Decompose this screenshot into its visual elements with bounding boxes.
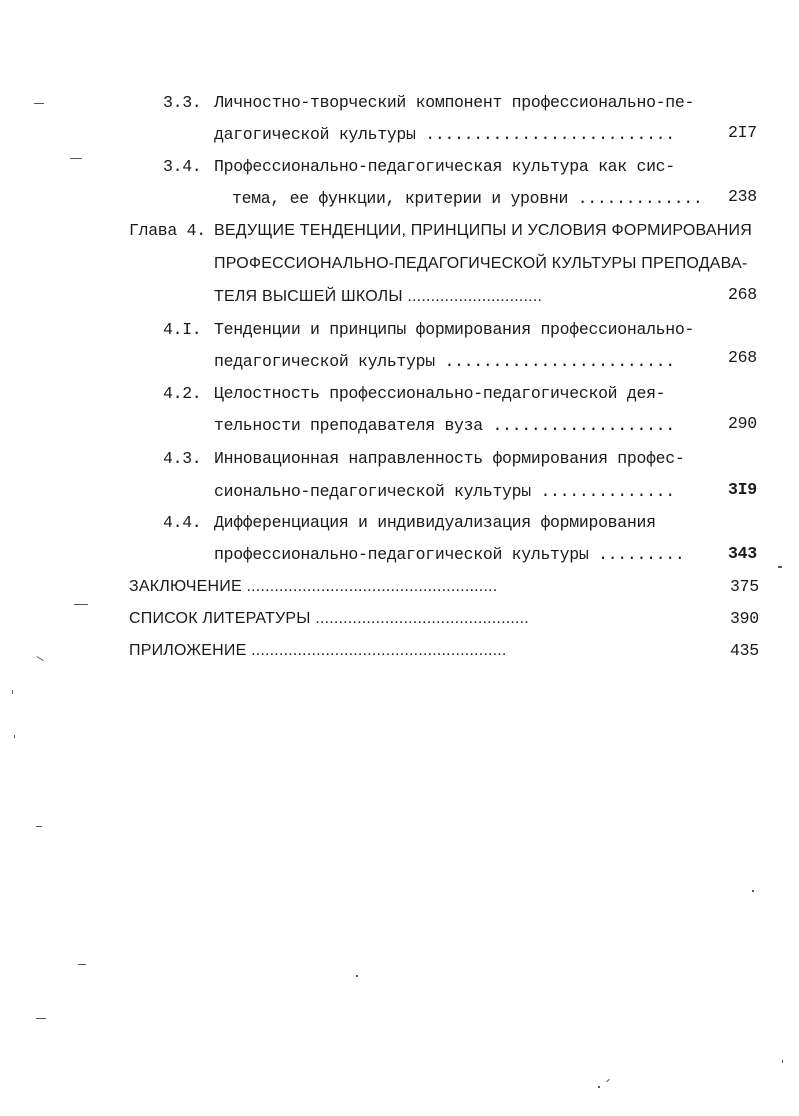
- entry-page-number: 268: [728, 348, 757, 367]
- entry-number: 3.4.: [163, 157, 202, 176]
- chapter-number: Глава 4.: [129, 221, 206, 240]
- entry-number: 3.3.: [163, 93, 202, 112]
- entry-page-number: 2I7: [728, 123, 757, 142]
- entry-page-number: 268: [728, 285, 757, 304]
- entry-number: 4.I.: [163, 320, 202, 339]
- entry-title-line-1: Профессионально-педагогическая культура как сис-: [214, 157, 675, 176]
- scan-speck: [778, 566, 782, 568]
- entry-title-line-1: Личностно-творческий компонент профессионально-пе-: [214, 93, 695, 112]
- entry-title-line-1: Инновационная направленность формирования профес-: [214, 449, 685, 468]
- entry-page-number: 3I9: [728, 480, 757, 499]
- entry-title: ЗАКЛЮЧЕНИЕ ......................................................: [129, 578, 498, 595]
- entry-page-number: 238: [728, 187, 757, 206]
- chapter-title-line-3: ТЕЛЯ ВЫСШЕЙ ШКОЛЫ .............................: [214, 288, 543, 305]
- entry-title-line-1: Дифференциация и индивидуализация формирования: [214, 513, 656, 532]
- entry-title-line-1: Тенденции и принципы формирования профессионально-: [214, 320, 695, 339]
- scan-speck: [78, 964, 86, 965]
- scan-speck: [34, 103, 44, 104]
- entry-page-number: 435: [730, 641, 759, 660]
- entry-title-line-2: тема, ее функции, критерии и уровни .............: [232, 189, 703, 208]
- scan-speck: [782, 1060, 783, 1063]
- entry-page-number: 375: [730, 577, 759, 596]
- entry-title-line-2: тельности преподавателя вуза ...................: [214, 416, 675, 435]
- scan-speck: [14, 735, 15, 738]
- entry-title-line-2: профессионально-педагогической культуры .........: [214, 545, 685, 564]
- entry-title-line-2: дагогической культуры ..........................: [214, 125, 675, 144]
- entry-number: 4.4.: [163, 513, 202, 532]
- entry-title: ПРИЛОЖЕНИЕ .......................................................: [129, 642, 507, 659]
- scan-speck: [752, 890, 754, 892]
- scan-speck: [36, 656, 43, 661]
- scan-speck: [70, 158, 82, 159]
- entry-page-number: 290: [728, 414, 757, 433]
- entry-page-number: 343: [728, 544, 757, 563]
- scan-speck: [36, 826, 42, 827]
- entry-title-line-1: Целостность профессионально-педагогической дея-: [214, 384, 666, 403]
- entry-number: 4.2.: [163, 384, 202, 403]
- entry-title-line-2: педагогической культуры ........................: [214, 352, 675, 371]
- chapter-title-line-1: ВЕДУЩИЕ ТЕНДЕНЦИИ, ПРИНЦИПЫ И УСЛОВИЯ ФОРМИРОВАНИЯ: [214, 222, 752, 239]
- scan-speck: [356, 975, 358, 977]
- entry-title-line-2: сионально-педагогической культуры ..............: [214, 482, 675, 501]
- scan-speck: [598, 1086, 600, 1088]
- scan-speck: [74, 604, 88, 605]
- scan-speck: [36, 1018, 46, 1019]
- scan-speck: [12, 690, 13, 694]
- entry-page-number: 390: [730, 609, 759, 628]
- scan-speck: [606, 1079, 610, 1082]
- entry-number: 4.3.: [163, 449, 202, 468]
- entry-title: СПИСОК ЛИТЕРАТУРЫ ..............................................: [129, 610, 529, 627]
- chapter-title-line-2: ПРОФЕССИОНАЛЬНО-ПЕДАГОГИЧЕСКОЙ КУЛЬТУРЫ ПРЕПОДАВА-: [214, 255, 748, 272]
